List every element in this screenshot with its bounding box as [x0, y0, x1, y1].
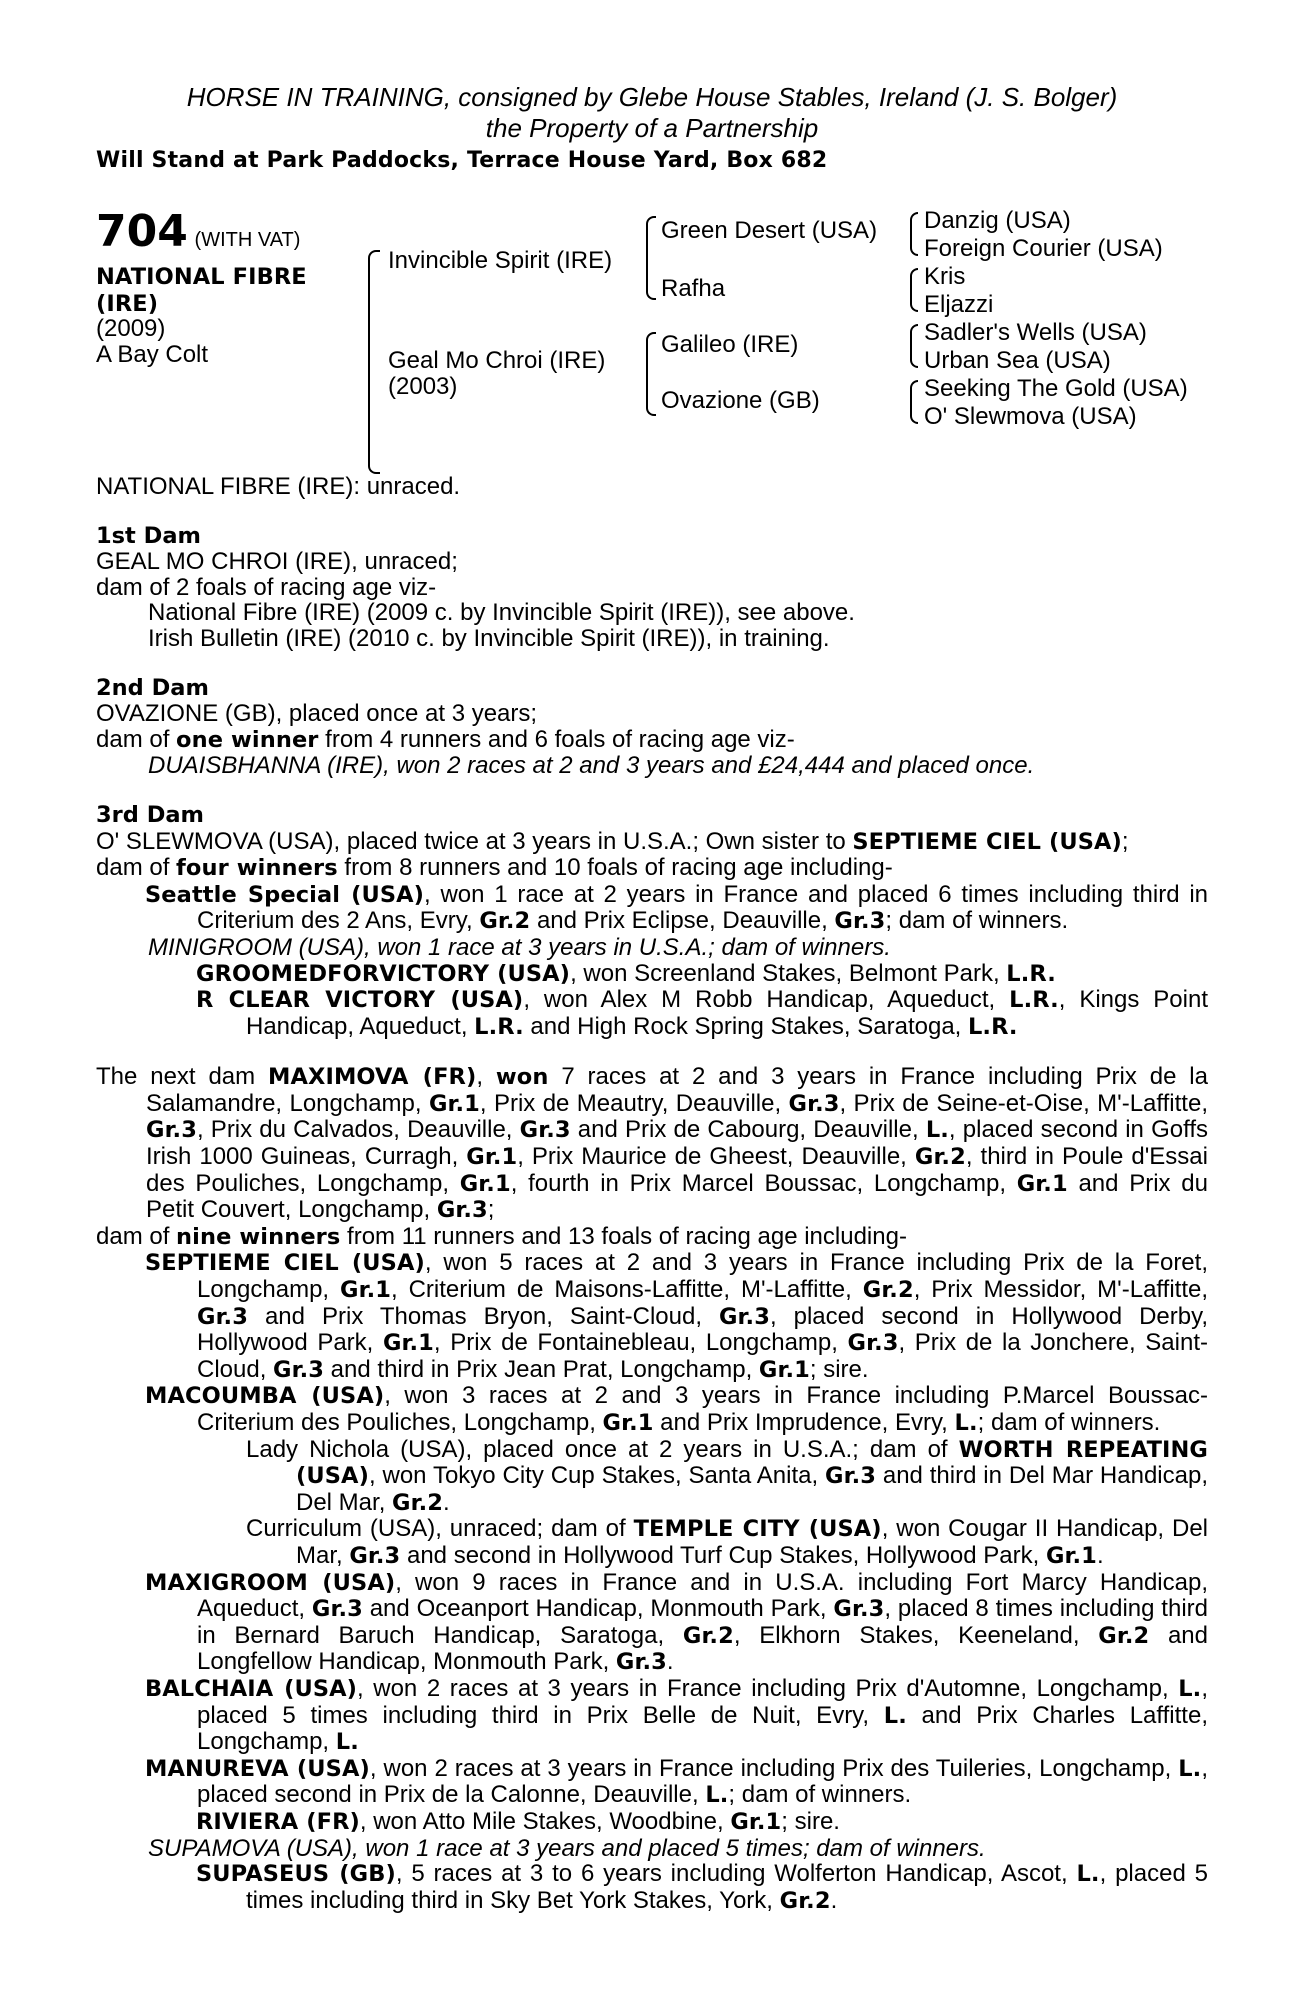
ped-g4: Eljazzi	[924, 291, 994, 318]
ped-dam-dam: Ovazione (GB)	[661, 387, 820, 414]
consignor-line: HORSE IN TRAINING, consigned by Glebe House Stables, Ireland (J. S. Bolger)	[186, 82, 1118, 112]
bracket-g78	[910, 380, 918, 424]
next-dam-produce: dam of nine winners from 11 runners and 13 foals of racing age including-	[96, 1222, 907, 1250]
next-dam-section	[96, 1064, 1208, 1914]
first-dam-produce: dam of 2 foals of racing age viz-	[96, 573, 437, 601]
race-summary: NATIONAL FIBRE (IRE): unraced.	[96, 473, 461, 500]
produce-entry: Seattle Special (USA), won 1 race at 2 years in France and placed 6 times including third in Criterium des 2 Ans, Evry, Gr.2 and Prix Eclipse, Deauville, Gr.3; dam of winners.	[145, 880, 1209, 935]
produce-entry: MINIGROOM (USA), won 1 race at 3 years in U.S.A.; dam of winners.	[148, 933, 891, 961]
lot-number: 704	[96, 206, 188, 257]
horse-description: A Bay Colt	[96, 341, 209, 368]
catalogue-page	[96, 82, 1208, 1914]
third-dam-heading: 3rd Dam	[96, 801, 204, 828]
ped-dam-sire: Galileo (IRE)	[661, 331, 799, 358]
bracket-g34	[910, 268, 918, 312]
ownership-line: the Property of a Partnership	[485, 113, 819, 143]
third-dam-line: O' SLEWMOVA (USA), placed twice at 3 years in U.S.A.; Own sister to SEPTIEME CIEL (USA);	[96, 827, 1129, 855]
ped-dam-year: (2003)	[388, 373, 458, 400]
ped-g2: Foreign Courier (USA)	[924, 235, 1163, 262]
foal-entry: DUAISBHANNA (IRE), won 2 races at 2 and 3 years and £24,444 and placed once.	[148, 752, 1035, 780]
ped-g7: Seeking The Gold (USA)	[924, 375, 1188, 402]
produce-entry: MACOUMBA (USA), won 3 races at 2 and 3 years in France including P.Marcel Boussac-Criterium des Pouliches, Longchamp, Gr.1 and Prix Imprudence, Evry, L.; dam of winners.	[145, 1382, 1208, 1436]
foal-entry: Irish Bulletin (IRE) (2010 c. by Invincible Spirit (IRE)), in training.	[148, 624, 830, 652]
second-dam-section	[96, 676, 1208, 779]
produce-entry: SEPTIEME CIEL (USA), won 5 races at 2 and 3 years in France including Prix de la Foret, Longchamp, Gr.1, Criterium de Maisons-Laffitte, M'-Laffitte, Gr.2, Prix Messidor, M'-Laffitte, Gr.3 and Prix Thomas Bryon, Saint-Cloud, Gr.3, placed second in Hollywood Derby, Hollywood Park, Gr.1, Prix de Fontainebleau, Longchamp, Gr.3, Prix de la Jonchere, Saint-Cloud, Gr.3 and third in Prix Jean Prat, Longchamp, Gr.1; sire.	[145, 1249, 1209, 1383]
produce-entry: RIVIERA (FR), won Atto Mile Stakes, Woodbine, Gr.1; sire.	[196, 1807, 840, 1835]
ped-g3: Kris	[924, 263, 966, 290]
third-dam-section	[96, 803, 1208, 1040]
ped-g8: O' Slewmova (USA)	[924, 403, 1137, 430]
foaling-year: (2009)	[96, 315, 166, 342]
lot-heading	[96, 208, 300, 256]
second-dam-heading: 2nd Dam	[96, 674, 209, 701]
produce-entry: GROOMEDFORVICTORY (USA), won Screenland Stakes, Belmont Park, L.R.	[196, 959, 1056, 987]
foal-entry: National Fibre (IRE) (2009 c. by Invincible Spirit (IRE)), see above.	[148, 599, 855, 627]
vat-label: (WITH VAT)	[194, 229, 301, 251]
next-dam-paragraph: The next dam MAXIMOVA (FR), won 7 races at 2 and 3 years in France including Prix de la Salamandre, Longchamp, Gr.1, Prix de Meautry, Deauville, Gr.3, Prix de Seine-et-Oise, M'-Laffitte, Gr.3, Prix du Calvados, Deauville, Gr.3 and Prix de Cabourg, Deauville, L., placed second in Goffs Irish 1000 Guineas, Curragh, Gr.1, Prix Maurice de Gheest, Deauville, Gr.2, third in Poule d'Essai des Pouliches, Longchamp, Gr.1, fourth in Prix Marcel Boussac, Longchamp, Gr.1 and Prix du Petit Couvert, Longchamp, Gr.3;	[96, 1063, 1208, 1224]
bracket-g12	[910, 212, 918, 256]
produce-entry: MAXIGROOM (USA), won 9 races in France and in U.S.A. including Fort Marcy Handicap, Aqueduct, Gr.3 and Oceanport Handicap, Monmouth Park, Gr.3, placed 8 times including third in Bernard Baruch Handicap, Saratoga, Gr.2, Elkhorn Stakes, Keeneland, Gr.2 and Longfellow Handicap, Monmouth Park, Gr.3.	[145, 1568, 1209, 1676]
produce-entry: BALCHAIA (USA), won 2 races at 3 years in France including Prix d'Automne, Longchamp, L., placed 5 times including third in Prix Belle de Nuit, Evry, L. and Prix Charles Laffitte, Longchamp, L.	[145, 1674, 1209, 1756]
first-dam-line: GEAL MO CHROI (IRE), unraced;	[96, 548, 458, 576]
pedigree-block	[96, 208, 1208, 468]
stand-location: Will Stand at Park Paddocks, Terrace House Yard, Box 682	[96, 148, 828, 173]
produce-entry: R CLEAR VICTORY (USA), won Alex M Robb Handicap, Aqueduct, L.R., Kings Point Handicap, Aqueduct, L.R. and High Rock Spring Stakes, Saratoga, L.R.	[196, 986, 1208, 1040]
produce-entry: SUPAMOVA (USA), won 1 race at 3 years and placed 5 times; dam of winners.	[148, 1834, 986, 1862]
ped-sire-dam: Rafha	[661, 275, 726, 302]
bracket-main	[368, 250, 380, 474]
produce-entry: Curriculum (USA), unraced; dam of TEMPLE CITY (USA), won Cougar II Handicap, Del Mar, Gr.3 and second in Hollywood Turf Cup Stakes, Hollywood Park, Gr.1.	[246, 1515, 1208, 1569]
bracket-dam	[646, 332, 656, 416]
produce-entry: MANUREVA (USA), won 2 races at 3 years in France including Prix des Tuileries, Longchamp, L., placed second in Prix de la Calonne, Deauville, L.; dam of winners.	[145, 1754, 1208, 1809]
ped-g1: Danzig (USA)	[924, 207, 1071, 234]
bracket-g56	[910, 324, 918, 368]
second-dam-line: OVAZIONE (GB), placed once at 3 years;	[96, 700, 538, 728]
bracket-sire	[646, 216, 656, 300]
produce-entry: SUPASEUS (GB), 5 races at 3 to 6 years including Wolferton Handicap, Ascot, L., placed 5 times including third in Sky Bet York Stakes, York, Gr.2.	[196, 1860, 1208, 1914]
ped-g6: Urban Sea (USA)	[924, 347, 1111, 374]
ped-sire: Invincible Spirit (IRE)	[388, 247, 613, 274]
first-dam-heading: 1st Dam	[96, 522, 201, 549]
produce-entry: Lady Nichola (USA), placed once at 2 years in U.S.A.; dam of WORTH REPEATING (USA), won Tokyo City Cup Stakes, Santa Anita, Gr.3 and third in Del Mar Handicap, Del Mar, Gr.2.	[246, 1435, 1208, 1516]
horse-name: NATIONAL FIBRE (IRE)	[96, 264, 307, 317]
first-dam-section	[96, 524, 1208, 652]
second-dam-produce: dam of one winner from 4 runners and 6 foals of racing age viz-	[96, 725, 795, 753]
ped-sire-sire: Green Desert (USA)	[661, 217, 878, 244]
ped-dam: Geal Mo Chroi (IRE)	[388, 347, 606, 374]
third-dam-produce: dam of four winners from 8 runners and 10 foals of racing age including-	[96, 854, 893, 882]
ped-g5: Sadler's Wells (USA)	[924, 319, 1147, 346]
